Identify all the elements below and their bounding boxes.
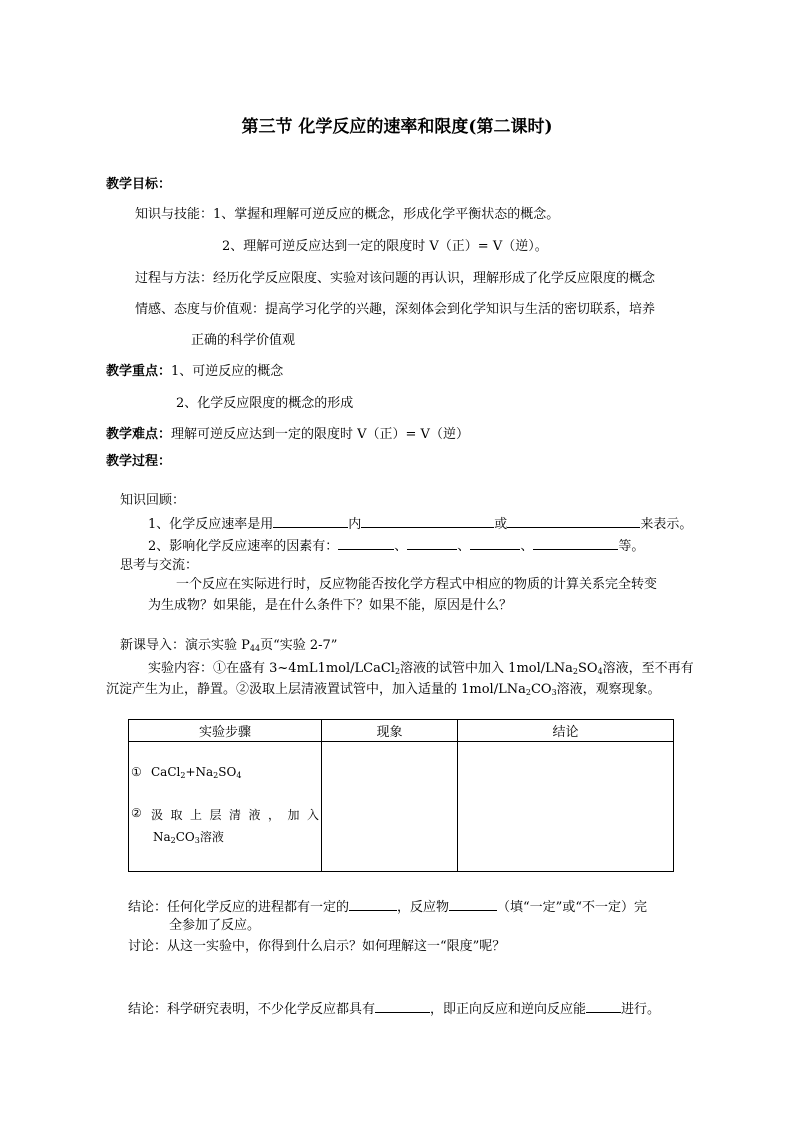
review-line-2 (148, 537, 644, 555)
conclusion-1-text-b: ，反应物 (397, 900, 450, 915)
experiment-line-2 (106, 682, 661, 698)
review-label: 知识回顾： (120, 493, 186, 508)
objectives-heading: 教学目标： (106, 177, 172, 192)
process-label: 过程与方法： (135, 271, 214, 286)
process-heading: 教学过程： (106, 454, 172, 469)
experiment-text: ①在盛有 3~4mL1mol/LCaCl (213, 661, 395, 676)
knowledge-label: 知识与技能： (135, 207, 214, 222)
subscript: 2 (572, 667, 578, 676)
table-row (129, 742, 674, 872)
step-text: 汲取上层清液，加入 (151, 808, 319, 822)
intro-line (120, 638, 337, 654)
conclusion-1-line-2: 全参加了反应。 (169, 918, 261, 933)
experiment-text: SO (578, 661, 598, 676)
intro-prefix: 新课导入：演示实验 P (120, 638, 250, 653)
experiment-table (128, 719, 674, 872)
subscript: 2 (180, 771, 186, 780)
knowledge-item-1: 1、掌握和理解可逆反应的概念，形成化学平衡状态的概念。 (213, 207, 560, 222)
fill-blank[interactable] (449, 898, 497, 911)
fill-blank[interactable] (338, 537, 394, 550)
process-methods-line (135, 271, 655, 287)
step-2-line-2 (153, 828, 319, 845)
think-text-2: 为生成物？如果能，是在什么条件下？如果不能，原因是什么？ (148, 598, 513, 613)
conclusion-cell[interactable] (458, 742, 674, 872)
subscript: 3 (551, 688, 557, 697)
step-text: Na (153, 830, 171, 844)
key-points-line-1 (106, 364, 283, 380)
separator: 、 (520, 539, 534, 554)
fill-blank[interactable] (470, 537, 520, 550)
experiment-text: 沉淀产生为止，静置。②汲取上层清液置试管中，加入适量的 1mol/LNa (106, 682, 526, 697)
step-text: 溶液 (199, 830, 224, 844)
emotion-text-2: 正确的科学价值观 (191, 333, 296, 348)
conclusion-2-text-c: 进行。 (621, 1002, 661, 1017)
step-text: SO (218, 765, 237, 779)
step-1 (131, 765, 319, 779)
review-1-text-d: 来表示。 (640, 517, 693, 532)
subscript: 4 (597, 667, 603, 676)
step-text: CO (175, 830, 195, 844)
conclusion-1-text-a: 结论：任何化学反应的进程都有一定的 (128, 900, 350, 915)
emotion-label: 情感、态度与价值观： (135, 302, 266, 317)
fill-blank[interactable] (375, 1000, 430, 1013)
experiment-label: 实验内容： (148, 661, 214, 676)
review-1-text-b: 内 (348, 517, 362, 532)
subscript: 2 (394, 667, 401, 676)
step-text: +Na (185, 765, 214, 779)
fill-blank[interactable] (349, 898, 397, 911)
fill-blank[interactable] (361, 515, 494, 528)
subscript: 2 (170, 836, 176, 845)
separator: 、 (394, 539, 408, 554)
difficulty-heading: 教学难点： (106, 427, 172, 442)
knowledge-item-2: 2、理解可逆反应达到一定的限度时 V（正）= V（逆）。 (222, 239, 548, 254)
key-point-2: 2、化学反应限度的概念的形成 (176, 396, 354, 411)
think-label: 思考与交流： (120, 558, 199, 573)
subscript: 4 (236, 771, 242, 780)
subscript: 2 (213, 771, 219, 780)
experiment-line-1 (148, 661, 694, 677)
review-1-text-c: 或 (494, 517, 508, 532)
step-number: ① (131, 765, 142, 779)
conclusion-1-text-c: （填“一定”或“不一定）完 (497, 900, 647, 915)
experiment-text: 溶液，观察现象。 (556, 682, 661, 697)
intro-suffix: 页“实验 2-7” (260, 638, 338, 653)
fill-blank[interactable] (586, 1000, 621, 1013)
experiment-text: 溶液，至不再有 (602, 661, 694, 676)
phenomenon-cell[interactable] (322, 742, 458, 872)
difficulty-text: 理解可逆反应达到一定的限度时 V（正）= V（逆） (171, 427, 469, 442)
subscript: 3 (194, 836, 200, 845)
review-2-end: 等。 (618, 539, 645, 554)
intro-sub: 44 (249, 644, 261, 653)
conclusion-2-text-a: 结论：科学研究表明，不少化学反应都具有 (128, 1002, 376, 1017)
fill-blank[interactable] (533, 537, 618, 550)
knowledge-skills-line-1 (135, 207, 559, 223)
discussion-line: 讨论：从这一实验中，你得到什么启示？如何理解这一“限度”呢？ (128, 939, 506, 954)
fill-blank[interactable] (273, 515, 348, 528)
header-phenomenon: 现象 (322, 720, 458, 742)
subscript: 2 (525, 688, 531, 697)
steps-cell (129, 742, 322, 872)
step-number: ② (131, 806, 142, 820)
review-line-1 (148, 515, 692, 533)
fill-blank[interactable] (407, 537, 457, 550)
conclusion-2-text-b: ，即正向反应和逆向反应能 (430, 1002, 587, 1017)
process-text: 经历化学反应限度、实验对该问题的再认识，理解形成了化学反应限度的概念 (213, 271, 656, 286)
header-steps: 实验步骤 (129, 720, 322, 742)
step-text: CaCl (151, 765, 181, 779)
conclusion-1-line-1 (128, 898, 647, 916)
conclusion-2-line (128, 1000, 660, 1018)
difficulty-line (106, 427, 469, 443)
fill-blank[interactable] (507, 515, 640, 528)
experiment-text: CO (530, 682, 552, 697)
header-conclusion: 结论 (458, 720, 674, 742)
experiment-text: 溶液的试管中加入 1mol/LNa (400, 661, 573, 676)
review-1-text-a: 1、化学反应速率是用 (148, 517, 274, 532)
separator: 、 (457, 539, 471, 554)
key-point-1: 1、可逆反应的概念 (171, 364, 284, 379)
key-points-heading: 教学重点： (106, 364, 172, 379)
page-title: 第三节 化学反应的速率和限度(第二课时) (241, 117, 553, 137)
emotion-text-1: 提高学习化学的兴趣，深刻体会到化学知识与生活的密切联系，培养 (265, 302, 656, 317)
think-text-1: 一个反应在实际进行时，反应物能否按化学方程式中相应的物质的计算关系完全转变 (176, 577, 658, 592)
step-2-line-1 (131, 806, 319, 823)
emotion-line-1 (135, 302, 655, 318)
review-2-text: 2、影响化学反应速率的因素有： (148, 539, 339, 554)
table-header-row (129, 720, 674, 742)
